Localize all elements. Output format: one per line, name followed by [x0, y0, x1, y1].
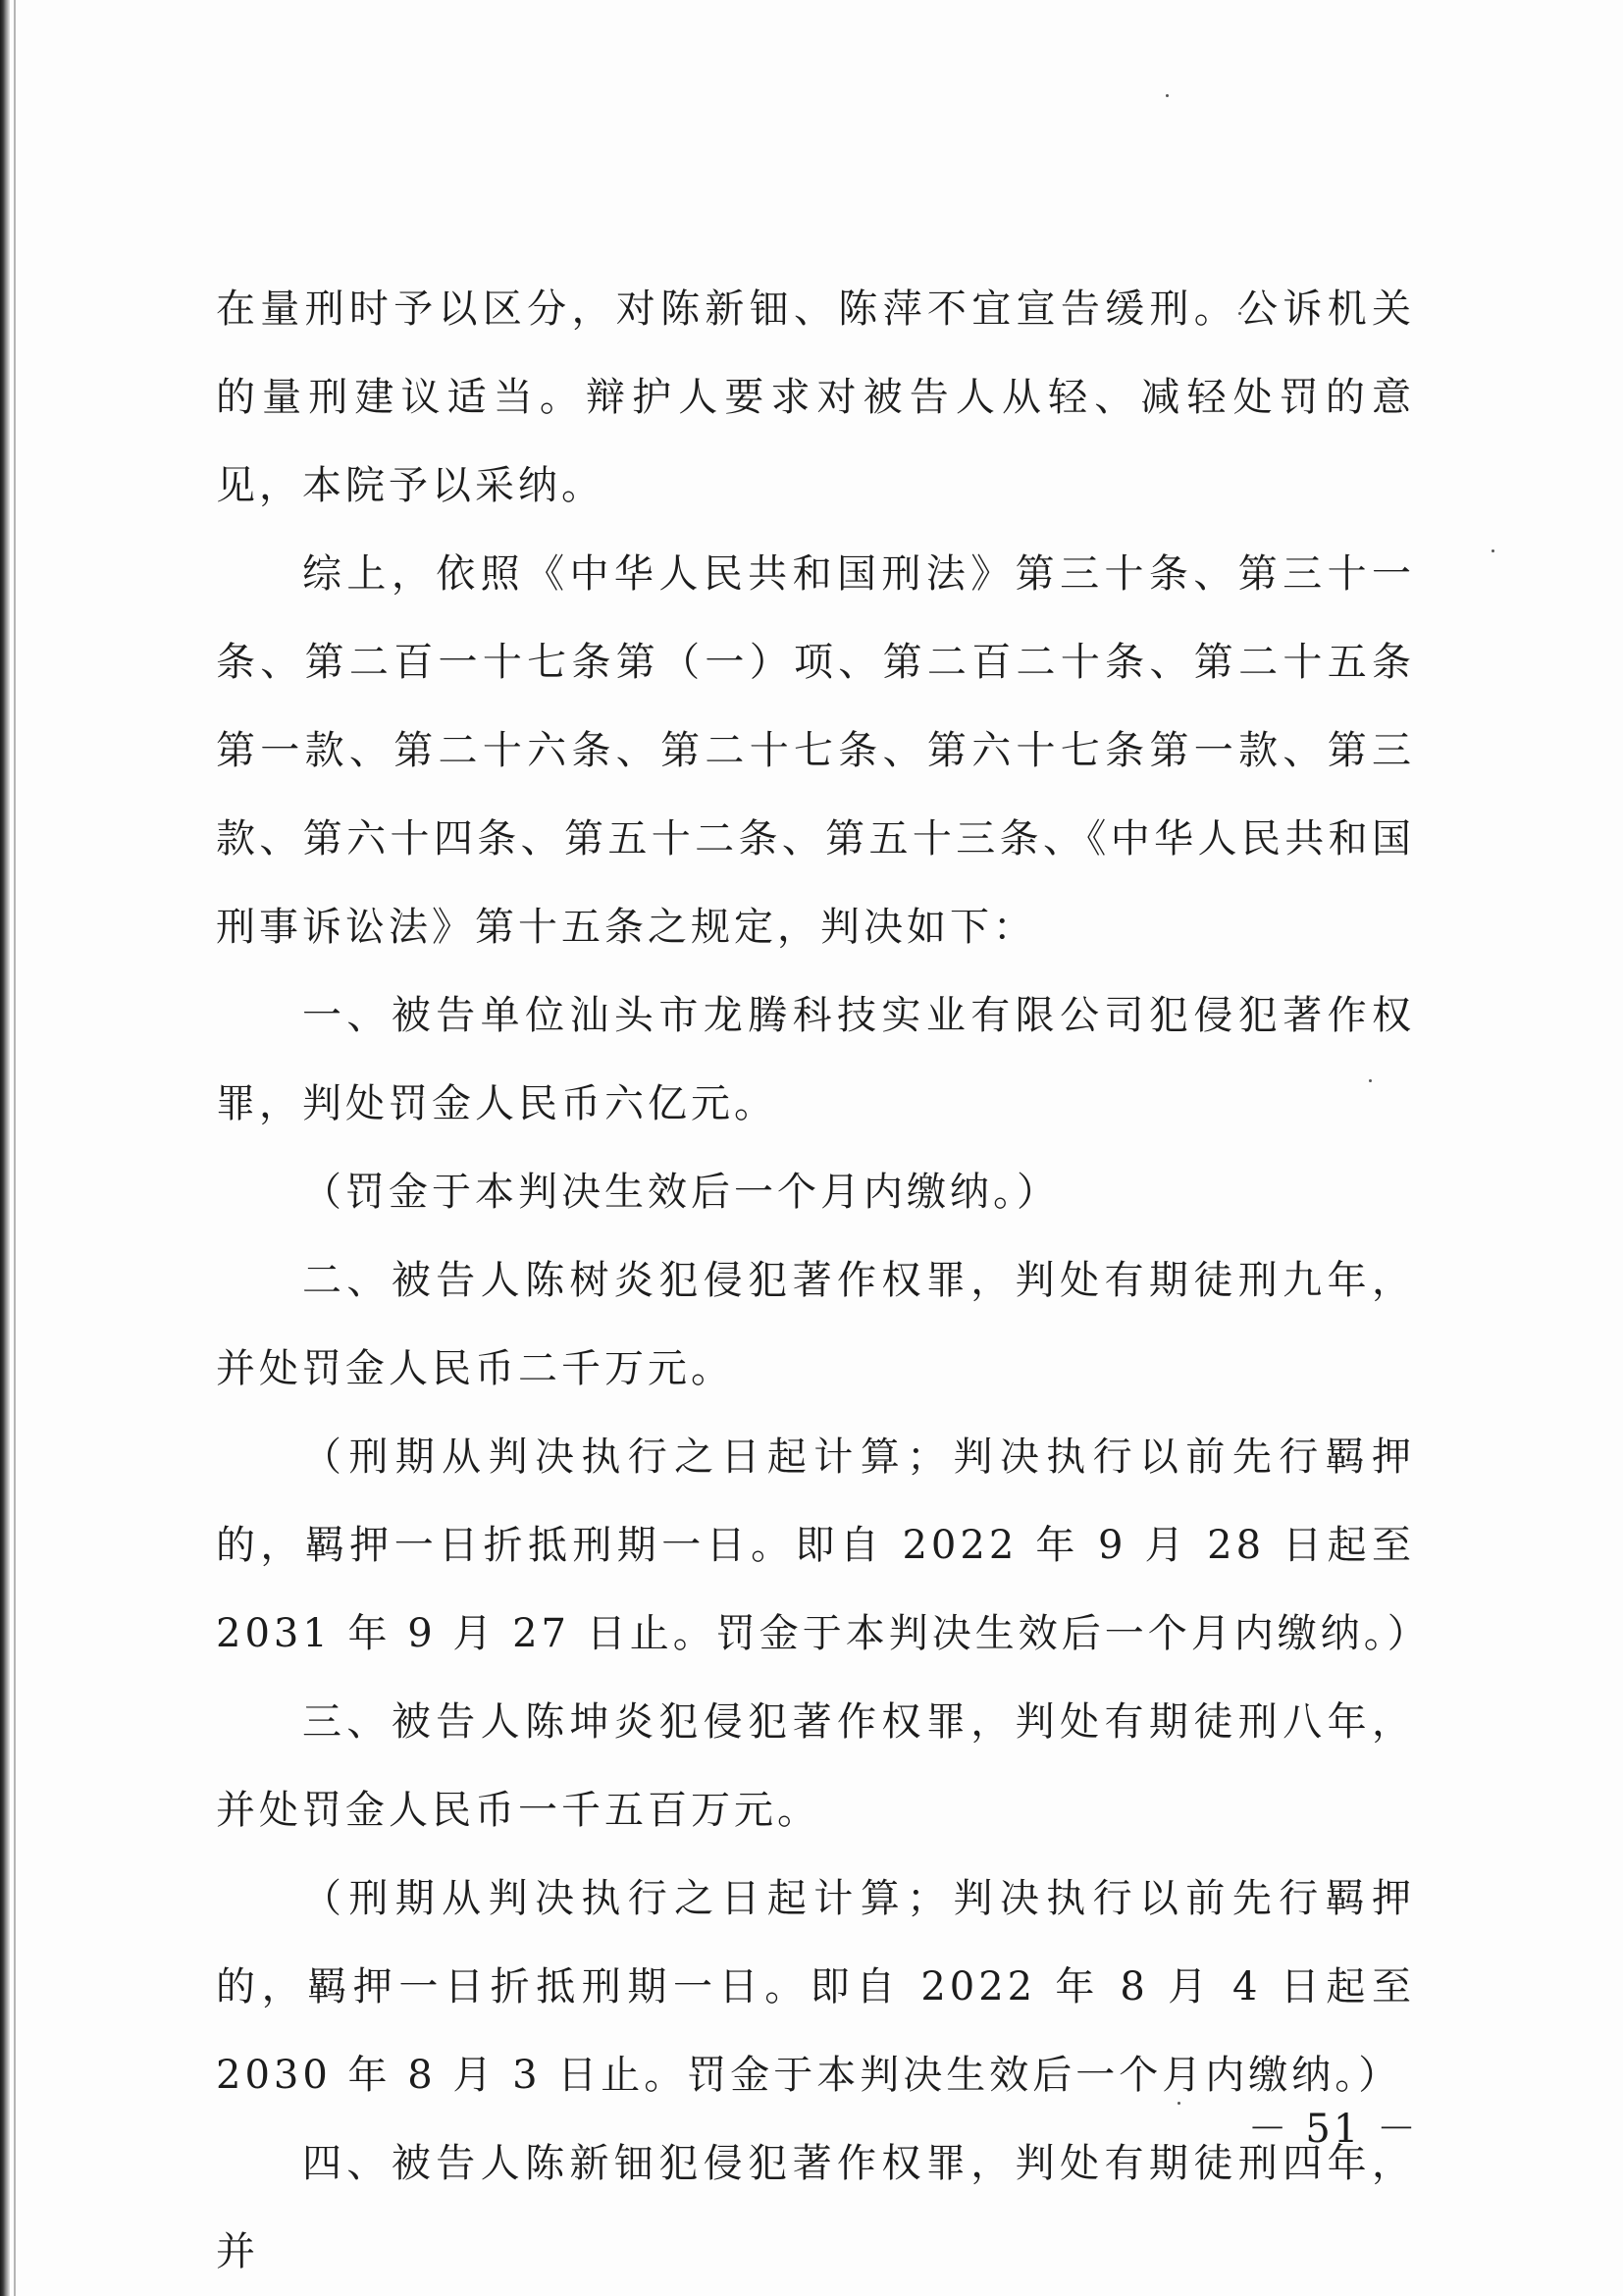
paragraph-verdict-defendant-2: 二、被告人陈树炎犯侵犯著作权罪，判处有期徒刑九年，并处罚金人民币二千万元。	[216, 1258, 1415, 1391]
paragraph-term-note-defendant-2: （刑期从判决执行之日起计算；判决执行以前先行羁押的，羁押一日折抵刑期一日。即自 2022 年 9 月 28 日起至 2031 年 9 月 27 日止。罚金于本判决生效后一个月内缴纳。）	[216, 1435, 1431, 1656]
paragraph-verdict-defendant-4: 四、被告人陈新钿犯侵犯著作权罪，判处有期徒刑四年，并	[216, 2141, 1415, 2274]
scan-speck	[1166, 94, 1169, 97]
paragraph-verdict-company: 一、被告单位汕头市龙腾科技实业有限公司犯侵犯著作权罪，判处罚金人民币六亿元。	[216, 993, 1415, 1126]
scan-edge-line	[14, 0, 16, 2296]
paragraph-legal-basis: 综上，依照《中华人民共和国刑法》第三十条、第三十一条、第二百一十七条第（一）项、第二百二十条、第二十五条第一款、第二十六条、第二十七条、第六十七条第一款、第三款、第六十四条、第五十二条、第五十三条、《中华人民共和国刑事诉讼法》第十五条之规定，判决如下：	[216, 551, 1415, 950]
scan-speck	[1492, 549, 1494, 552]
paragraph-term-note-defendant-3: （刑期从判决执行之日起计算；判决执行以前先行羁押的，羁押一日折抵刑期一日。即自 2022 年 8 月 4 日起至 2030 年 8 月 3 日止。罚金于本判决生效后一个月内缴纳。）	[216, 1876, 1415, 2098]
page-number: － 51 －	[1247, 2107, 1419, 2152]
paragraph-verdict-defendant-3: 三、被告人陈坤炎犯侵犯著作权罪，判处有期徒刑八年，并处罚金人民币一千五百万元。	[216, 1699, 1415, 1833]
paragraph-sentencing-distinction: 在量刑时予以区分，对陈新钿、陈萍不宜宣告缓刑。公诉机关的量刑建议适当。辩护人要求对被告人从轻、减轻处罚的意见，本院予以采纳。	[216, 287, 1415, 508]
scan-edge-shadow	[0, 0, 10, 2296]
judgment-body	[216, 265, 1431, 2296]
paragraph-fine-note-company: （罚金于本判决生效后一个月内缴纳。）	[302, 1170, 1060, 1215]
